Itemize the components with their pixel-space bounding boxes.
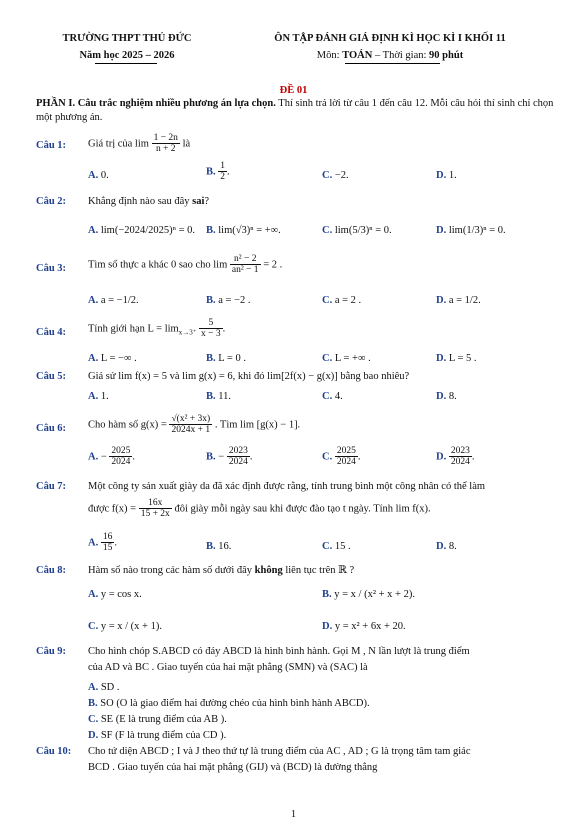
option-text: a = −2 . (218, 295, 251, 306)
fraction (230, 254, 261, 276)
numerator: 2023 (450, 446, 470, 456)
option-c[interactable] (322, 352, 371, 366)
question-number: Câu 2: (36, 196, 67, 207)
option-text: SD . (100, 682, 120, 693)
denominator: 2024x + 1 (171, 425, 211, 436)
option-c[interactable] (322, 294, 361, 308)
fraction (109, 446, 132, 468)
question-text: Giả sử lim f(x) = 5 và lim g(x) = 6, khi đó lim[2f(x) − g(x)] bằng bao nhiêu? (88, 371, 410, 382)
option-c[interactable] (322, 390, 343, 404)
denominator: 2024 (336, 457, 356, 468)
option-b[interactable] (206, 224, 281, 238)
question-text: đôi giày mỗi ngày sau khi được đào tạo t ngày. Tính lim f(x). (174, 503, 431, 515)
denominator: 2 (220, 172, 226, 183)
option-label: A. (88, 682, 99, 693)
numerator: 16 (102, 532, 113, 542)
numerator: 2025 (111, 446, 131, 456)
option-text: lim(5/3)ⁿ = 0. (334, 225, 392, 236)
option-text: y = x² + 6x + 20. (334, 621, 406, 632)
denominator: x − 3 (201, 329, 221, 340)
question-number: Câu 3: (36, 263, 67, 274)
question-3 (36, 254, 556, 314)
option-text: a = −1/2. (100, 295, 139, 306)
option-label: B. (206, 541, 216, 552)
option-text: 8. (448, 391, 457, 402)
option-label: D. (436, 353, 447, 364)
question-text: của AD và BC . Giao tuyến của hai mặt phẳng (SMN) và (SAC) là (88, 662, 368, 673)
denominator: an² − 1 (231, 265, 259, 276)
option-label: A. (88, 589, 99, 600)
school-underline (95, 63, 157, 64)
question-text: Giá trị của lim (88, 138, 149, 150)
fraction (218, 161, 227, 183)
question-4 (36, 318, 556, 366)
option-label: D. (436, 391, 447, 402)
question-number: Câu 7: (36, 481, 67, 492)
option-label: C. (322, 391, 333, 402)
option-text: lim(√3)ⁿ = +∞. (218, 225, 281, 236)
option-label: A. (88, 391, 99, 402)
option-d[interactable] (436, 224, 506, 238)
option-label: B. (206, 166, 216, 178)
page-number: 1 (290, 809, 297, 820)
option-text: L = 5 . (448, 353, 477, 364)
option-label: C. (322, 295, 333, 306)
question-text: Cho hàm số g(x) = (88, 419, 167, 431)
question-text: . Tìm lim [g(x) − 1]. (214, 419, 301, 431)
subject-name: TOÁN (342, 50, 373, 62)
option-text: y = x / (x + 1). (100, 621, 162, 632)
option-d[interactable]: D. $\frac{2023}{2024}$ . (436, 446, 475, 468)
option-text: 1. (448, 170, 457, 181)
question-text: Một công ty sản xuất giày da đã xác định được rằng, tính trung bình một công nhân có thể làm (88, 481, 486, 492)
part-text: Thí sinh trả lời từ câu 1 đến câu 12. Mỗi câu hỏi thí sinh chỉ chọn một phương án. (36, 98, 554, 124)
question-text: = 2 . (263, 259, 283, 271)
option-label: C. (322, 451, 333, 463)
question-text: Hàm số nào trong các hàm số dưới đây (88, 565, 253, 576)
option-label: C. (322, 225, 333, 236)
option-text: L = −∞ . (100, 353, 137, 364)
school-header (52, 32, 202, 63)
question-number: Câu 9: (36, 646, 67, 657)
option-text: SO (O là giao điểm hai đường chéo của hình bình hành ABCD). (100, 698, 370, 709)
option-label: B. (322, 589, 332, 600)
option-b[interactable] (322, 588, 415, 602)
option-label: C. (88, 621, 99, 632)
option-c[interactable] (88, 620, 162, 634)
option-label: B. (206, 295, 216, 306)
question-8 (36, 564, 556, 642)
numerator: n² − 2 (230, 254, 261, 265)
option-label: C. (322, 353, 333, 364)
question-2 (36, 195, 556, 249)
question-text: Cho hình chóp S.ABCD có đáy ABCD là hình bình hành. Gọi M , N lần lượt là trung điểm (88, 646, 470, 657)
question-text: Cho tứ diện ABCD ; I và J theo thứ tự là trung điểm của AC , AD ; G là trọng tâm tam giác (88, 746, 471, 757)
exam-title: ÔN TẬP ĐÁNH GIÁ ĐỊNH KÌ HỌC KÌ I KHỐI 11 (274, 33, 506, 44)
time-prefix: – Thời gian: (372, 50, 430, 62)
numerator: 16x (139, 498, 172, 509)
school-year: Năm học 2025 – 2026 (79, 50, 175, 62)
option-label: D. (436, 225, 447, 236)
option-b[interactable] (206, 390, 231, 404)
option-c[interactable] (322, 540, 351, 554)
numerator: 1 (220, 161, 226, 171)
option-label: A. (88, 295, 99, 306)
denominator: n + 2 (155, 144, 176, 155)
question-number: Câu 5: (36, 371, 67, 382)
question-10 (36, 745, 556, 781)
option-b[interactable] (206, 294, 251, 308)
option-a[interactable]: A. $\frac{16}{15}$ . (88, 532, 117, 554)
question-number: Câu 4: (36, 327, 67, 338)
option-a[interactable] (88, 224, 195, 238)
option-d[interactable] (436, 294, 481, 308)
option-c[interactable] (322, 169, 349, 183)
fraction (227, 446, 250, 468)
option-label: B. (88, 698, 98, 709)
option-c[interactable] (322, 224, 392, 238)
option-a[interactable] (88, 169, 109, 183)
option-text: SF (F là trung điểm của CD ). (100, 730, 227, 741)
denominator: 2024 (111, 457, 131, 468)
option-a[interactable] (88, 352, 137, 366)
fraction (169, 414, 212, 436)
question-number: Câu 10: (36, 746, 72, 757)
question-text: Khẳng định nào sau đây (88, 196, 190, 207)
question-text: là (182, 138, 191, 150)
option-text: y = cos x. (100, 589, 142, 600)
exam-underline (345, 63, 440, 64)
school-name: TRƯỜNG THPT THỦ ĐỨC (62, 33, 192, 44)
exam-header (240, 32, 540, 63)
option-text: L = 0 . (218, 353, 246, 364)
question-text: được f(x) = (88, 503, 137, 515)
part-title: PHẦN I. Câu trắc nghiệm nhiều phương án lựa chọn. (36, 98, 276, 109)
denominator: 15 + 2x (140, 509, 170, 520)
question-5 (36, 370, 556, 406)
option-a[interactable] (88, 294, 139, 308)
option-b[interactable] (206, 540, 231, 554)
fraction (199, 318, 223, 340)
option-b[interactable]: B. $\frac{1}{2}$ . (206, 161, 230, 183)
option-text: lim(1/3)ⁿ = 0. (448, 225, 506, 236)
option-text: SE (E là trung điểm của AB ). (100, 714, 227, 725)
option-text: 4. (334, 391, 343, 402)
option-text: a = 1/2. (448, 295, 481, 306)
exam-code: ĐỀ 01 (279, 85, 308, 96)
denominator: 2024 (450, 457, 470, 468)
question-number: Câu 1: (36, 140, 67, 151)
denominator: 15 (102, 543, 113, 554)
option-b[interactable] (88, 697, 370, 711)
question-text: . (222, 323, 226, 335)
option-label: D. (436, 451, 447, 463)
fraction (335, 446, 358, 468)
option-label: D. (88, 730, 99, 741)
question-9 (36, 645, 556, 741)
option-label: B. (206, 353, 216, 364)
question-text: ? (204, 196, 210, 207)
option-d[interactable] (88, 729, 226, 743)
limit-subscript: x→3⁺ (178, 328, 197, 337)
option-text: L = +∞ . (334, 353, 371, 364)
option-label: B. (206, 391, 216, 402)
fraction (449, 446, 472, 468)
question-text: BCD . Giao tuyến của hai mặt phẳng (GIJ) và (BCD) là đường thẳng (88, 762, 378, 773)
option-label: A. (88, 170, 99, 181)
fraction (101, 532, 115, 554)
question-number: Câu 6: (36, 423, 67, 434)
option-label: B. (206, 451, 216, 463)
option-text: 15 . (334, 541, 351, 552)
option-label: A. (88, 451, 99, 463)
question-number: Câu 8: (36, 565, 67, 576)
option-text: 11. (218, 391, 232, 402)
option-a[interactable] (88, 390, 109, 404)
fraction (139, 498, 172, 520)
question-text: liên tục trên ℝ ? (285, 565, 355, 576)
option-label: D. (436, 295, 447, 306)
option-label: C. (322, 170, 333, 181)
option-label: C. (322, 541, 333, 552)
option-label: D. (322, 621, 333, 632)
option-c[interactable] (88, 713, 227, 727)
option-text: lim(−2024/2025)ⁿ = 0. (100, 225, 196, 236)
option-a[interactable] (88, 588, 142, 602)
numerator: 5 (199, 318, 223, 329)
option-c[interactable]: C. $\frac{2025}{2024}$ . (322, 446, 361, 468)
numerator: 1 − 2n (153, 133, 178, 143)
subject-prefix: Môn: (316, 50, 343, 62)
fraction (152, 133, 180, 155)
question-7 (36, 480, 556, 560)
question-text: Tìm số thực a khác 0 sao cho lim (88, 259, 228, 271)
option-label: D. (436, 170, 447, 181)
question-1 (36, 133, 556, 183)
question-text: Tính giới hạn L = lim (88, 323, 179, 335)
option-label: A. (88, 353, 99, 364)
option-text: a = 2 . (334, 295, 362, 306)
option-label: C. (88, 714, 99, 725)
option-label: B. (206, 225, 216, 236)
option-text: 8. (448, 541, 457, 552)
option-text: 16. (218, 541, 232, 552)
option-a[interactable]: A. − $\frac{2025}{2024}$ . (88, 446, 136, 468)
option-d[interactable] (436, 540, 457, 554)
option-label: D. (436, 541, 447, 552)
option-d[interactable] (436, 390, 457, 404)
denominator: 2024 (228, 457, 248, 468)
option-text: −2. (334, 170, 349, 181)
option-d[interactable] (436, 352, 477, 366)
numerator: 2025 (336, 446, 356, 456)
question-emphasis: sai (192, 196, 205, 207)
option-d[interactable] (436, 169, 457, 183)
question-emphasis: không (254, 565, 283, 576)
option-d[interactable] (322, 620, 406, 634)
option-label: A. (88, 537, 99, 549)
option-b[interactable]: B. − $\frac{2023}{2024}$ . (206, 446, 253, 468)
numerator: 2023 (228, 446, 248, 456)
question-6 (36, 414, 556, 476)
option-b[interactable] (206, 352, 246, 366)
option-label: A. (88, 225, 99, 236)
option-text: y = x / (x² + x + 2). (334, 589, 415, 600)
part-intro (36, 97, 556, 125)
option-text: 0. (100, 170, 109, 181)
time-value: 90 phút (429, 50, 464, 62)
option-a[interactable] (88, 681, 120, 695)
numerator: √(x² + 3x) (171, 414, 211, 424)
option-text: 1. (100, 391, 109, 402)
